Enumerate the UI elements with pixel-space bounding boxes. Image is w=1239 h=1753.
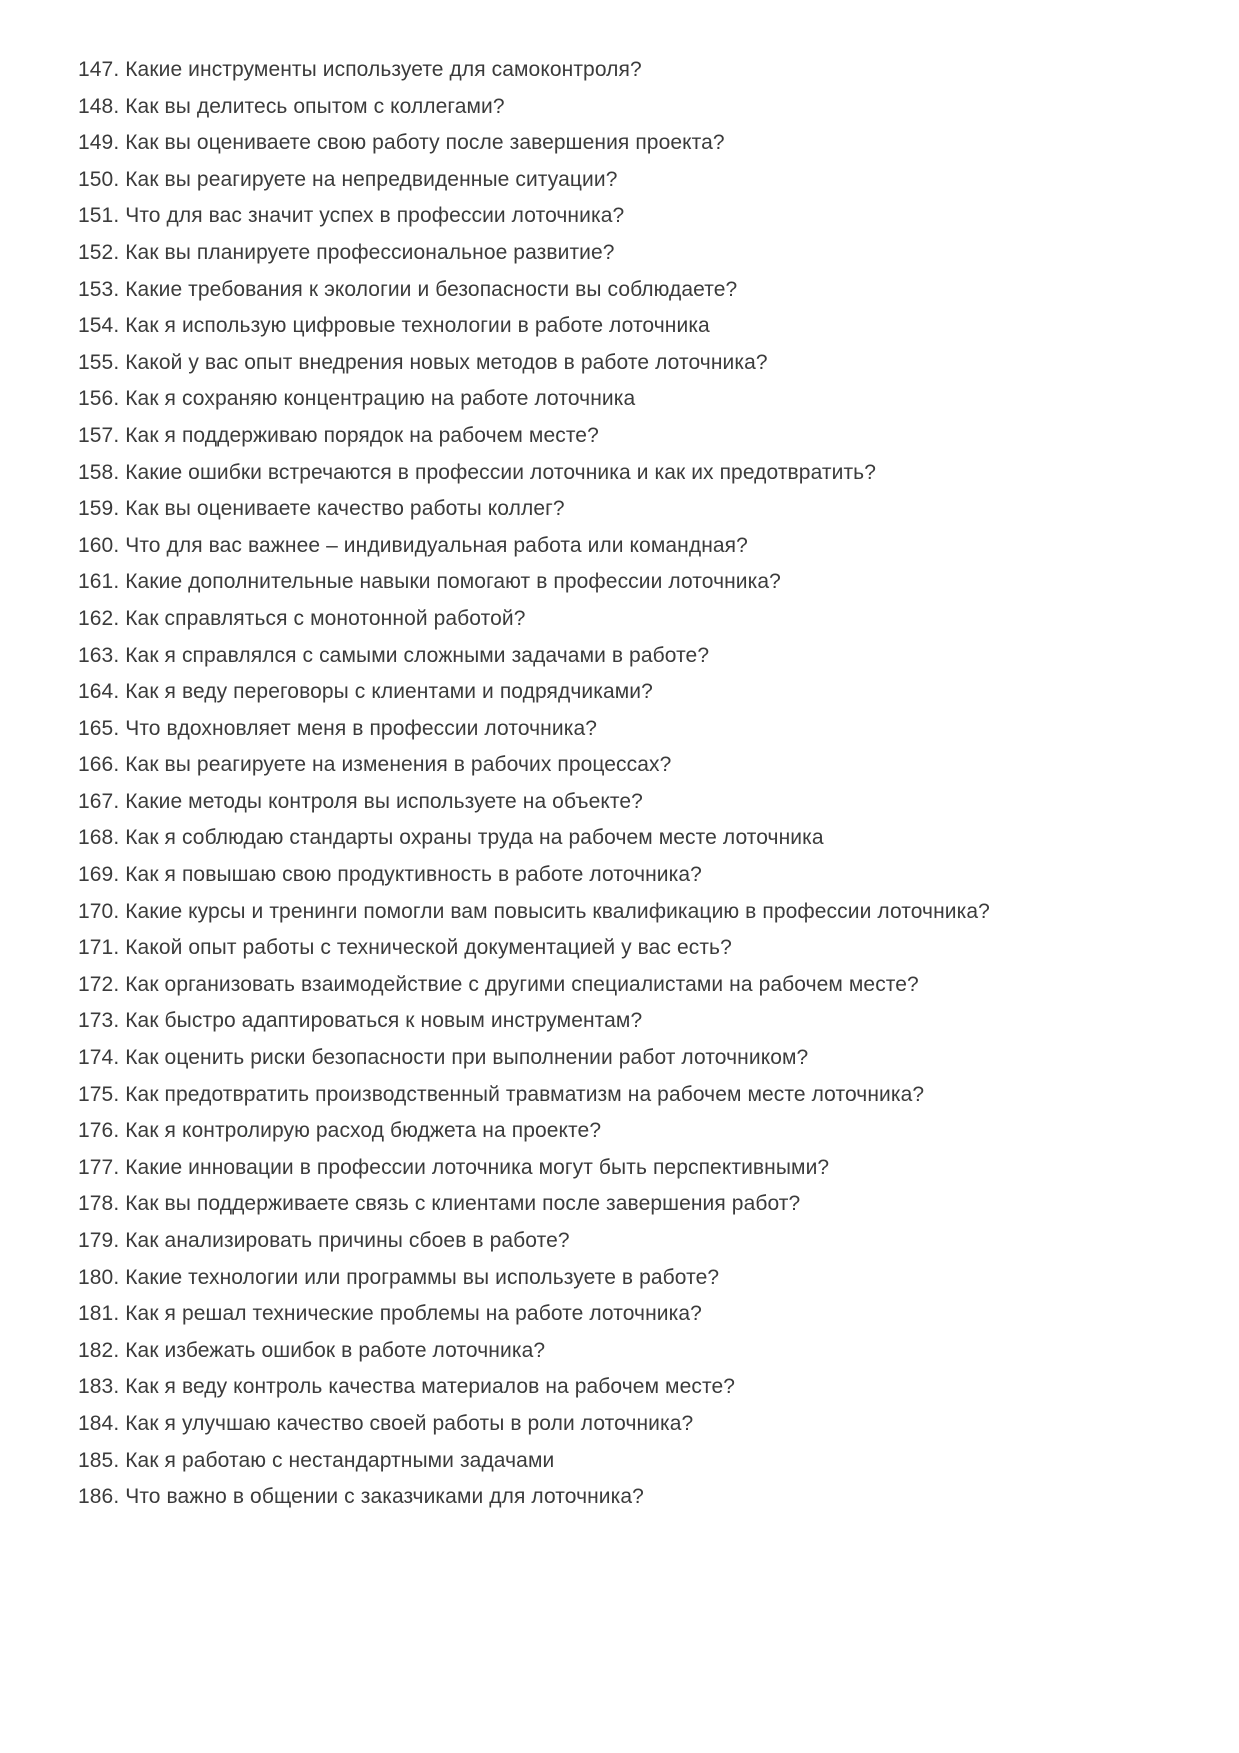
- question-text: Как вы реагируете на изменения в рабочих процессах?: [125, 753, 672, 777]
- question-text: Какие ошибки встречаются в профессии лоточника и как их предотвратить?: [125, 460, 876, 484]
- list-item: [78, 162, 1199, 199]
- list-item: [78, 967, 1199, 1004]
- question-number: 165.: [78, 716, 120, 740]
- question-text: Как вы реагируете на непредвиденные ситуации?: [125, 167, 618, 191]
- question-text: Как я справлялся с самыми сложными задачами в работе?: [125, 643, 710, 667]
- question-number: 169.: [78, 863, 120, 887]
- question-number: 153.: [78, 277, 120, 301]
- list-item: [78, 1333, 1199, 1370]
- question-number: 175.: [78, 1082, 120, 1106]
- question-number: 150.: [78, 167, 120, 191]
- question-text: Как анализировать причины сбоев в работе?: [125, 1229, 570, 1252]
- question-text: Как я работаю с нестандартными задачами: [125, 1448, 555, 1472]
- question-number: 186.: [78, 1485, 120, 1509]
- question-number: 162.: [78, 606, 120, 630]
- question-number: 179.: [78, 1229, 120, 1252]
- question-text: Какой опыт работы с технической документацией у вас есть?: [125, 936, 732, 960]
- question-text: Какие дополнительные навыки помогают в профессии лоточника?: [125, 570, 781, 594]
- list-item: [78, 308, 1199, 345]
- question-text: Как я соблюдаю стандарты охраны труда на рабочем месте лоточника: [125, 826, 824, 850]
- question-text: Как вы оцениваете качество работы коллег?: [125, 497, 565, 521]
- list-item: [78, 784, 1199, 821]
- list-item: [78, 711, 1199, 748]
- list-item: [78, 747, 1199, 784]
- question-number: 172.: [78, 972, 120, 996]
- question-number: 173.: [78, 1009, 120, 1033]
- list-item: [78, 1040, 1199, 1077]
- question-text: Как я контролирую расход бюджета на проекте?: [125, 1119, 602, 1143]
- question-text: Как быстро адаптироваться к новым инструментам?: [125, 1009, 643, 1033]
- question-text: Как организовать взаимодействие с другими специалистами на рабочем месте?: [125, 972, 919, 996]
- question-number: 167.: [78, 789, 120, 813]
- question-number: 163.: [78, 643, 120, 667]
- question-number: 152.: [78, 240, 120, 264]
- list-item: [78, 601, 1199, 638]
- question-number: 180.: [78, 1265, 120, 1289]
- question-number: 183.: [78, 1375, 120, 1399]
- question-number: 156.: [78, 387, 120, 411]
- question-text: Какие инструменты используете для самоконтроля?: [125, 58, 642, 81]
- list-item: [78, 1260, 1199, 1297]
- list-item: [78, 381, 1199, 418]
- question-number: 160.: [78, 533, 120, 557]
- list-item: [78, 1186, 1199, 1223]
- list-item: [78, 1369, 1199, 1406]
- question-number: 159.: [78, 497, 120, 521]
- list-item: [78, 491, 1199, 528]
- list-item: [78, 1406, 1199, 1443]
- list-item: [78, 89, 1199, 126]
- question-text: Как я улучшаю качество своей работы в роли лоточника?: [125, 1411, 694, 1435]
- question-number: 148.: [78, 94, 120, 118]
- question-number: 182.: [78, 1338, 120, 1362]
- question-number: 149.: [78, 131, 120, 155]
- list-item: [78, 820, 1199, 857]
- list-item: [78, 894, 1199, 931]
- list-item: [78, 1479, 1199, 1516]
- question-number: 171.: [78, 936, 120, 960]
- question-number: 147.: [78, 58, 120, 81]
- question-number: 158.: [78, 460, 120, 484]
- question-number: 154.: [78, 314, 120, 338]
- list-item: [78, 1077, 1199, 1114]
- question-text: Как вы делитесь опытом с коллегами?: [125, 94, 505, 118]
- question-text: Как я решал технические проблемы на работе лоточника?: [125, 1302, 702, 1326]
- list-item: [78, 674, 1199, 711]
- list-item: [78, 198, 1199, 235]
- list-item: [78, 455, 1199, 492]
- list-item: [78, 125, 1199, 162]
- list-item: [78, 52, 1199, 89]
- question-text: Что важно в общении с заказчиками для лоточника?: [125, 1485, 644, 1509]
- question-number: 178.: [78, 1192, 120, 1216]
- list-item: [78, 235, 1199, 272]
- question-text: Какие инновации в профессии лоточника могут быть перспективными?: [125, 1155, 830, 1179]
- question-number: 174.: [78, 1046, 120, 1070]
- question-text: Как я использую цифровые технологии в работе лоточника: [125, 314, 710, 338]
- question-text: Как я поддерживаю порядок на рабочем месте?: [125, 423, 599, 447]
- question-text: Как избежать ошибок в работе лоточника?: [125, 1338, 546, 1362]
- question-number: 176.: [78, 1119, 120, 1143]
- question-text: Как я веду контроль качества материалов на рабочем месте?: [125, 1375, 735, 1399]
- list-item: [78, 638, 1199, 675]
- question-number: 157.: [78, 423, 120, 447]
- question-text: Что для вас важнее – индивидуальная работа или командная?: [125, 533, 748, 557]
- list-item: [78, 272, 1199, 309]
- question-number: 161.: [78, 570, 120, 594]
- question-text: Как оценить риски безопасности при выполнении работ лоточником?: [125, 1046, 809, 1070]
- question-number: 164.: [78, 680, 120, 704]
- question-text: Что вдохновляет меня в профессии лоточника?: [125, 716, 598, 740]
- question-text: Как вы поддерживаете связь с клиентами после завершения работ?: [125, 1192, 801, 1216]
- list-item: [78, 1223, 1199, 1260]
- question-number: 177.: [78, 1155, 120, 1179]
- question-text: Как вы планируете профессиональное развитие?: [125, 240, 615, 264]
- list-item: [78, 1150, 1199, 1187]
- question-text: Как я повышаю свою продуктивность в работе лоточника?: [125, 863, 702, 887]
- question-text: Как я сохраняю концентрацию на работе лоточника: [125, 387, 636, 411]
- question-number: 155.: [78, 350, 120, 374]
- list-item: [78, 857, 1199, 894]
- question-number: 151.: [78, 204, 120, 228]
- question-number: 170.: [78, 899, 120, 923]
- question-text: Что для вас значит успех в профессии лоточника?: [125, 204, 625, 228]
- question-list: [78, 52, 1199, 1516]
- question-text: Какие технологии или программы вы используете в работе?: [125, 1265, 720, 1289]
- list-item: [78, 528, 1199, 565]
- question-text: Как я веду переговоры с клиентами и подрядчиками?: [125, 680, 653, 704]
- question-text: Как справляться с монотонной работой?: [125, 606, 526, 630]
- question-text: Какой у вас опыт внедрения новых методов в работе лоточника?: [125, 350, 768, 374]
- question-number: 184.: [78, 1411, 120, 1435]
- list-item: [78, 564, 1199, 601]
- list-item: [78, 1003, 1199, 1040]
- question-text: Какие требования к экологии и безопасности вы соблюдаете?: [125, 277, 738, 301]
- question-text: Как вы оцениваете свою работу после завершения проекта?: [125, 131, 725, 155]
- question-text: Какие курсы и тренинги помогли вам повысить квалификацию в профессии лоточника?: [125, 899, 990, 923]
- question-text: Как предотвратить производственный травматизм на рабочем месте лоточника?: [125, 1082, 925, 1106]
- list-item: [78, 345, 1199, 382]
- list-item: [78, 1296, 1199, 1333]
- list-item: [78, 1443, 1199, 1480]
- question-number: 166.: [78, 753, 120, 777]
- list-item: [78, 930, 1199, 967]
- question-number: 185.: [78, 1448, 120, 1472]
- list-item: [78, 418, 1199, 455]
- question-number: 181.: [78, 1302, 120, 1326]
- question-number: 168.: [78, 826, 120, 850]
- list-item: [78, 1113, 1199, 1150]
- question-text: Какие методы контроля вы используете на объекте?: [125, 789, 643, 813]
